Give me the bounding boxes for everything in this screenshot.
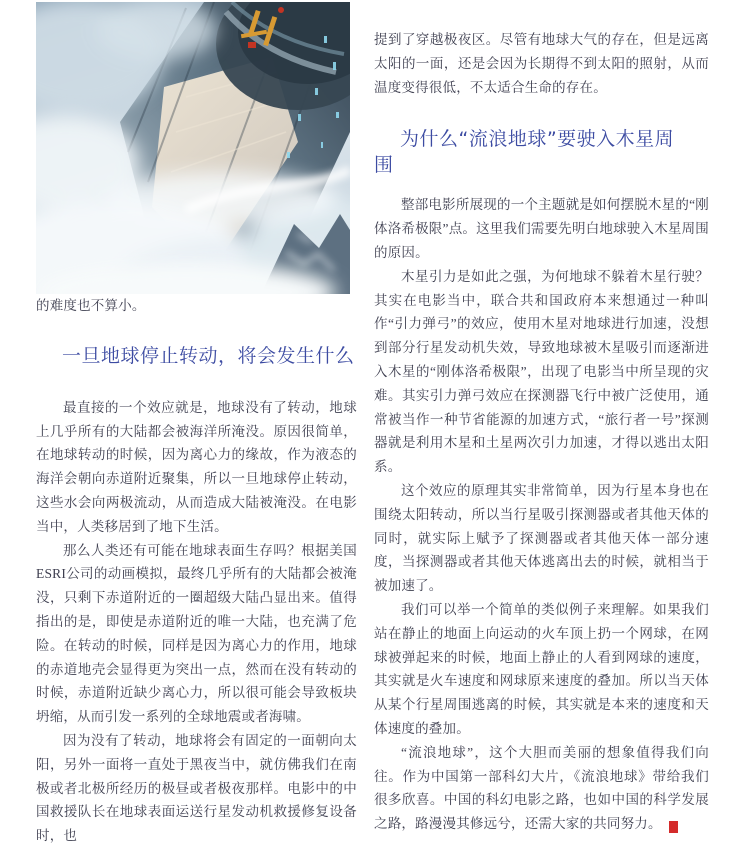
paragraph: 因为没有了转动，地球将会有固定的一面朝向太阳，另外一面将一直处于黑夜当中，就仿佛我们在南极或者北极所经历的极昼或者极夜那样。电影中的中国救援队长在地球表面运送行星发动机救援修复设备时，也 [36,732,357,843]
section-heading-jupiter: 为什么“流浪地球”要驶入木星周围 [374,128,675,177]
paragraph-text: “流浪地球”，这个大胆而美丽的想象值得我们向往。作为中国第一部科幻大片，《流浪地球》带给我们很多欣喜。中国的科幻电影之路，也如中国的科学发展之路，路漫漫其修远兮，还需大家的共同努力。 [374,744,709,832]
article-end-mark-icon: s [669,821,678,833]
paragraph-final [374,741,709,836]
paragraph: 整部电影所展现的一个主题就是如何摆脱木星的“刚体洛希极限”点。这里我们需要先明白地球驶入木星周围的原因。 [374,197,709,260]
right-column [374,0,709,843]
left-column [36,0,357,843]
paragraph: 这个效应的原理其实非常简单，因为行星本身也在围绕太阳转动，所以当行星吸引探测器或者其他天体的同时，就实际上赋予了探测器或者其他天体一部分速度，当探测器或者其他天体逃离出去的时候，就相当于被加速了。 [374,482,709,594]
hero-image [36,2,350,294]
space-elevator-artwork [36,2,350,294]
paragraph: 我们可以举一个简单的类似例子来理解。如果我们站在静止的地面上向运动的火车顶上扔一个网球，在网球被弹起来的时候，地面上静止的人看到网球的速度，其实就是火车速度和网球原来速度的叠加。所以当天体从某个行星周围逃离的时候，其实就是本来的速度和天体速度的叠加。 [374,601,709,736]
paragraph: 最直接的一个效应就是，地球没有了转动，地球上几乎所有的大陆都会被海洋所淹没。原因很简单，在地球转动的时候，因为离心力的缘故，作为液态的海洋会朝向赤道附近聚集，所以一旦地球停止转动，这些水会向两极流动，从而造成大陆被淹没。在电影当中，人类移居到了地下生活。 [36,399,357,534]
paragraph: 那么人类还有可能在地球表面生存吗？根据美国ESRI公司的动画模拟，最终几乎所有的大陆都会被淹没，只剩下赤道附近的一圈超级大陆凸显出来。值得指出的是，即使是赤道附近的唯一大陆，也充满了危险。在转动的时候，同样是因为离心力的作用，地球的赤道地壳会显得更为突出一点，然而在没有转动的时候，赤道附近缺少离心力，所以很可能会导致板块坍缩，从而引发一系列的全球地震或者海啸。 [36,542,357,725]
paragraph-continuation: 的难度也不算小。 [36,298,146,313]
section-heading-earth-stops: 一旦地球停止转动，将会发生什么 [62,344,355,367]
paragraph-continuation: 提到了穿越极夜区。尽管有地球大气的存在，但是远离太阳的一面，还是会因为长期得不到太阳的照射，从而温度变得很低，不太适合生命的存在。 [374,32,709,95]
paragraph: 木星引力是如此之强，为何地球不躲着木星行驶？其实在电影当中，联合共和国政府本来想通过一种叫作“引力弹弓”的效应，使用木星对地球进行加速，没想到部分行星发动机失效，导致地球被木星吸引而逐渐进入木星的“刚体洛希极限”，出现了电影当中所呈现的灾难。其实引力弹弓效应在探测器飞行中被广泛使用，通常被当作一种节省能源的加速方式，“旅行者一号”探测器就是利用木星和土星两次引力加速，才得以逃出太阳系。 [374,268,709,475]
